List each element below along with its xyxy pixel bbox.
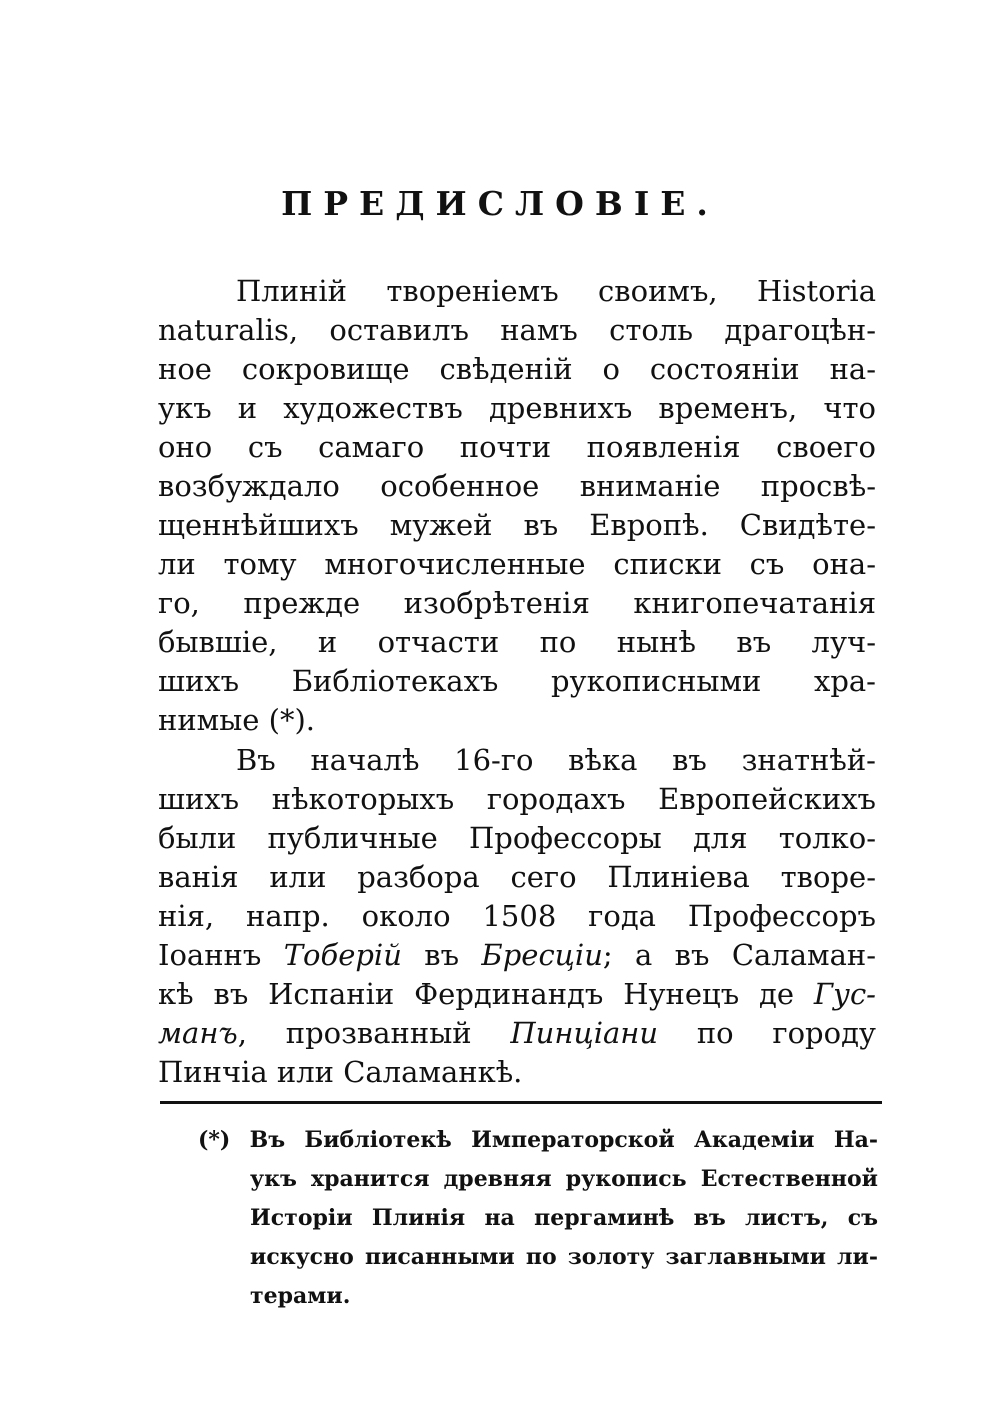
text-line: naturalis, оставилъ намъ столь драгоцѣн- <box>158 313 876 347</box>
text-line: шихъ нѣкоторыхъ городахъ Европейскихъ <box>158 782 876 816</box>
footnote-line: искусно писанными по золоту заглавными ли- <box>250 1244 878 1270</box>
text-line: оно съ самаго почти появленія своего <box>158 430 876 464</box>
italic-name: манъ <box>158 1016 238 1050</box>
text-line: укъ и художествъ древнихъ временъ, что <box>158 391 876 425</box>
text-line: ли тому многочисленные списки съ она- <box>158 547 876 581</box>
text-run: , прозванный <box>237 1016 511 1050</box>
text-run: ; а въ Саламан- <box>602 938 876 972</box>
text-line: ванія или разбора сего Плиніева творе- <box>158 860 876 894</box>
text-run: по городу <box>658 1016 876 1050</box>
text-line: бывшіе, и отчасти по нынѣ въ луч- <box>158 625 876 659</box>
paragraph-1 <box>158 272 876 740</box>
italic-name: Тоберій <box>283 938 402 972</box>
text-line: возбуждало особенное вниманіе просвѣ- <box>158 469 876 503</box>
text-line <box>158 1014 876 1053</box>
text-run: Іоаннъ <box>158 938 284 972</box>
text-line <box>158 975 876 1014</box>
page-title: ПРЕДИСЛОВІЕ. <box>281 184 719 223</box>
footnote-line: (*) Въ Библіотекѣ Императорской Академіи На- <box>198 1127 878 1153</box>
text-line <box>158 936 876 975</box>
text-run: въ <box>401 938 482 972</box>
text-line: были публичные Профессоры для толко- <box>158 821 876 855</box>
text-line: Плиній твореніемъ своимъ, Historia <box>236 274 876 308</box>
italic-name: Пинціани <box>510 1016 659 1050</box>
text-line: Въ началѣ 16-го вѣка въ знатнѣй- <box>236 743 876 777</box>
text-run: кѣ въ Испаніи Фердинандъ Нунецъ де <box>158 977 814 1011</box>
text-line: Пинчіа или Саламанкѣ. <box>158 1055 523 1089</box>
footnote-line: терами. <box>250 1283 351 1309</box>
footnote <box>198 1121 878 1316</box>
text-line: шихъ Библіотекахъ рукописными хра- <box>158 664 876 698</box>
text-line: нимые (*). <box>158 703 316 737</box>
italic-place: Бресціи <box>481 938 603 972</box>
footnote-line: Исторіи Плинія на пергаминѣ въ листъ, съ <box>250 1205 878 1231</box>
text-line: го, прежде изобрѣтенія книгопечатанія <box>158 586 876 620</box>
paragraph-2 <box>158 741 876 1092</box>
text-line: ное сокровище свѣденій о состояніи на- <box>158 352 876 386</box>
footnote-line: укъ хранится древняя рукопись Естественной <box>250 1166 878 1192</box>
text-line: нія, напр. около 1508 года Профессоръ <box>158 899 876 933</box>
text-line: щеннѣйшихъ мужей въ Европѣ. Свидѣте- <box>158 508 876 542</box>
italic-name: Гус- <box>813 977 876 1011</box>
footnote-divider <box>160 1101 882 1104</box>
